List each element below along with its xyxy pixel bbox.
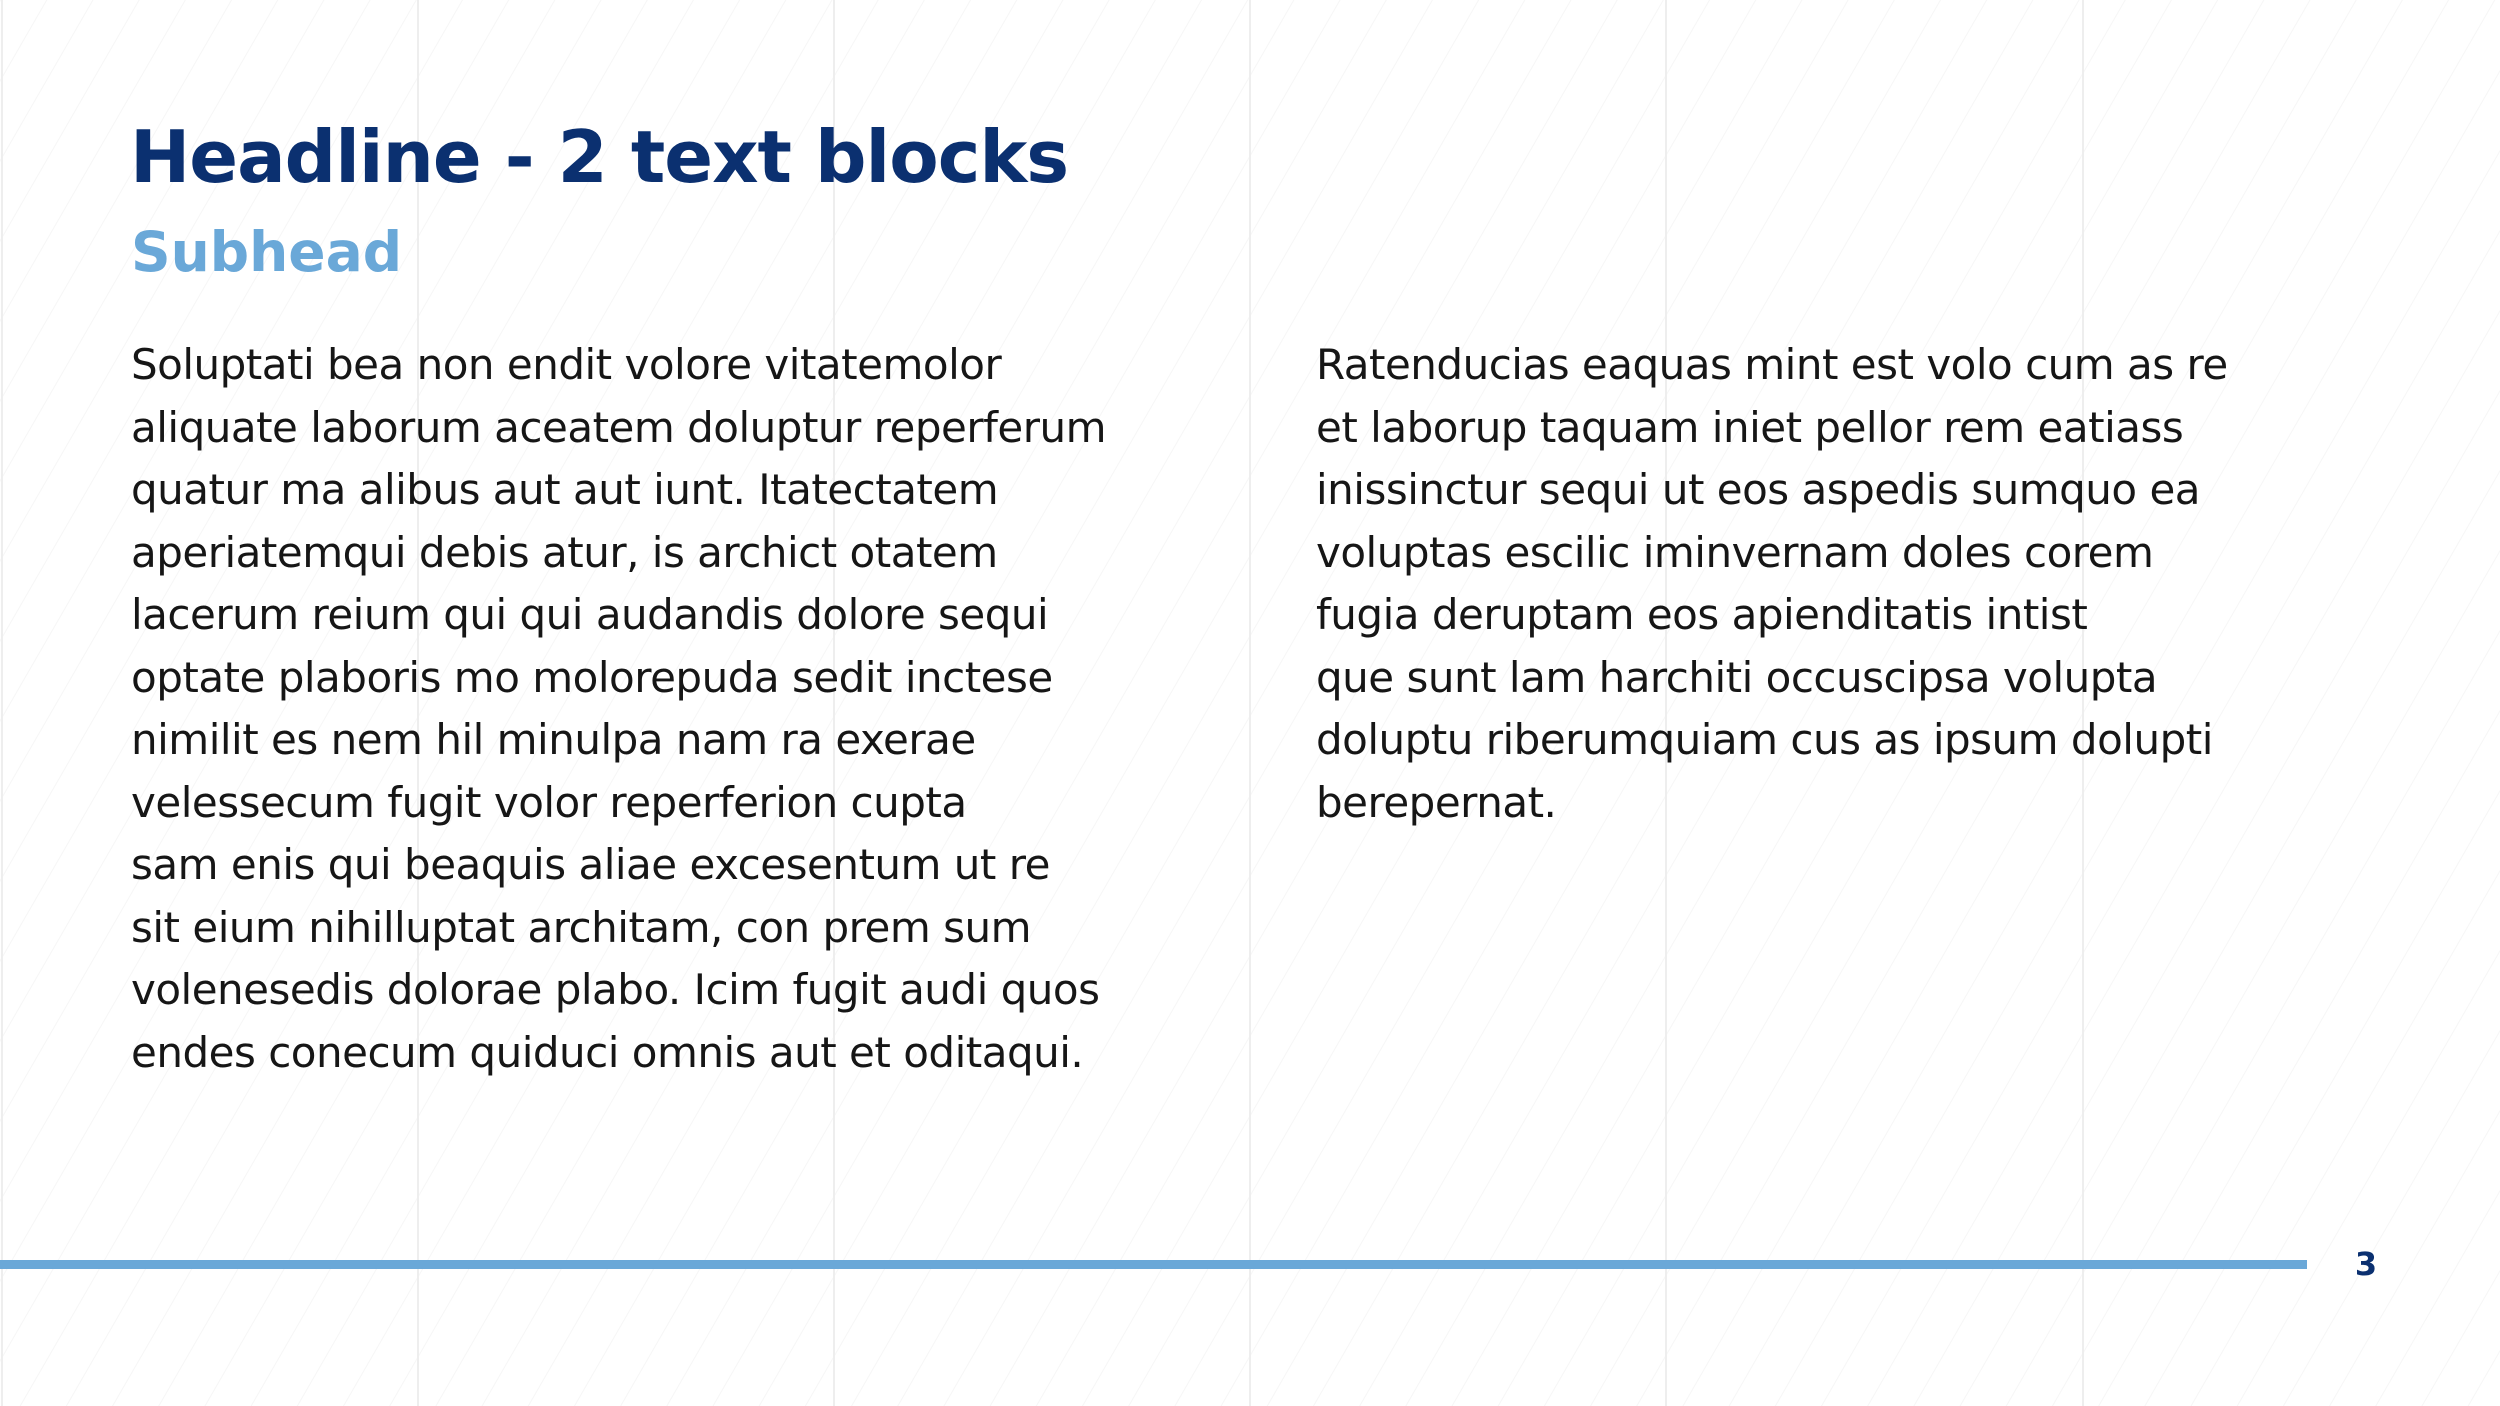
text-line: et laborup taquam iniet pellor rem eatiass [1316,402,2184,452]
text-line: aliquate laborum aceatem doluptur reperferum [131,402,1107,452]
text-line: optate plaboris mo molorepuda sedit inctese [131,652,1053,702]
text-line: fugia deruptam eos apienditatis intist [1316,590,2088,639]
footer-rule [0,1260,2307,1269]
text-line: lacerum reium qui qui audandis dolore sequi [131,590,1049,639]
text-line: Ratenducias eaquas mint est volo cum as re [1316,340,2228,389]
text-line: quatur ma alibus aut aut iunt. Itatectatem [131,465,999,514]
text-line: volenesedis dolorae plabo. Icim fugit audi quos [131,965,1100,1014]
text-line: Soluptati bea non endit volore vitatemolor [131,340,1002,389]
text-line: que sunt lam harchiti occuscipsa volupta [1316,652,2158,702]
text-block-right [1316,334,2228,834]
text-block-left [131,334,1106,1084]
text-line: nimilit es nem hil minulpa nam ra exerae [131,715,976,764]
text-line: sit eium nihilluptat architam, con prem sum [131,902,1032,952]
text-line: doluptu riberumquiam cus as ipsum dolupti [1316,715,2213,764]
text-line: sam enis qui beaquis aliae excesentum ut re [131,840,1050,889]
text-line: velessecum fugit volor reperferion cupta [131,777,967,827]
text-line: inissinctur sequi ut eos aspedis sumquo ea [1316,465,2201,514]
subhead: Subhead [131,220,403,284]
text-line: voluptas escilic iminvernam doles corem [1316,527,2154,577]
headline: Headline - 2 text blocks [130,115,1069,199]
text-line: aperiatemqui debis atur, is archict otatem [131,527,998,577]
text-line: endes conecum quiduci omnis aut et oditaqui. [131,1027,1084,1077]
page-number: 3 [2354,1245,2378,1283]
text-line: berepernat. [1316,777,1557,827]
